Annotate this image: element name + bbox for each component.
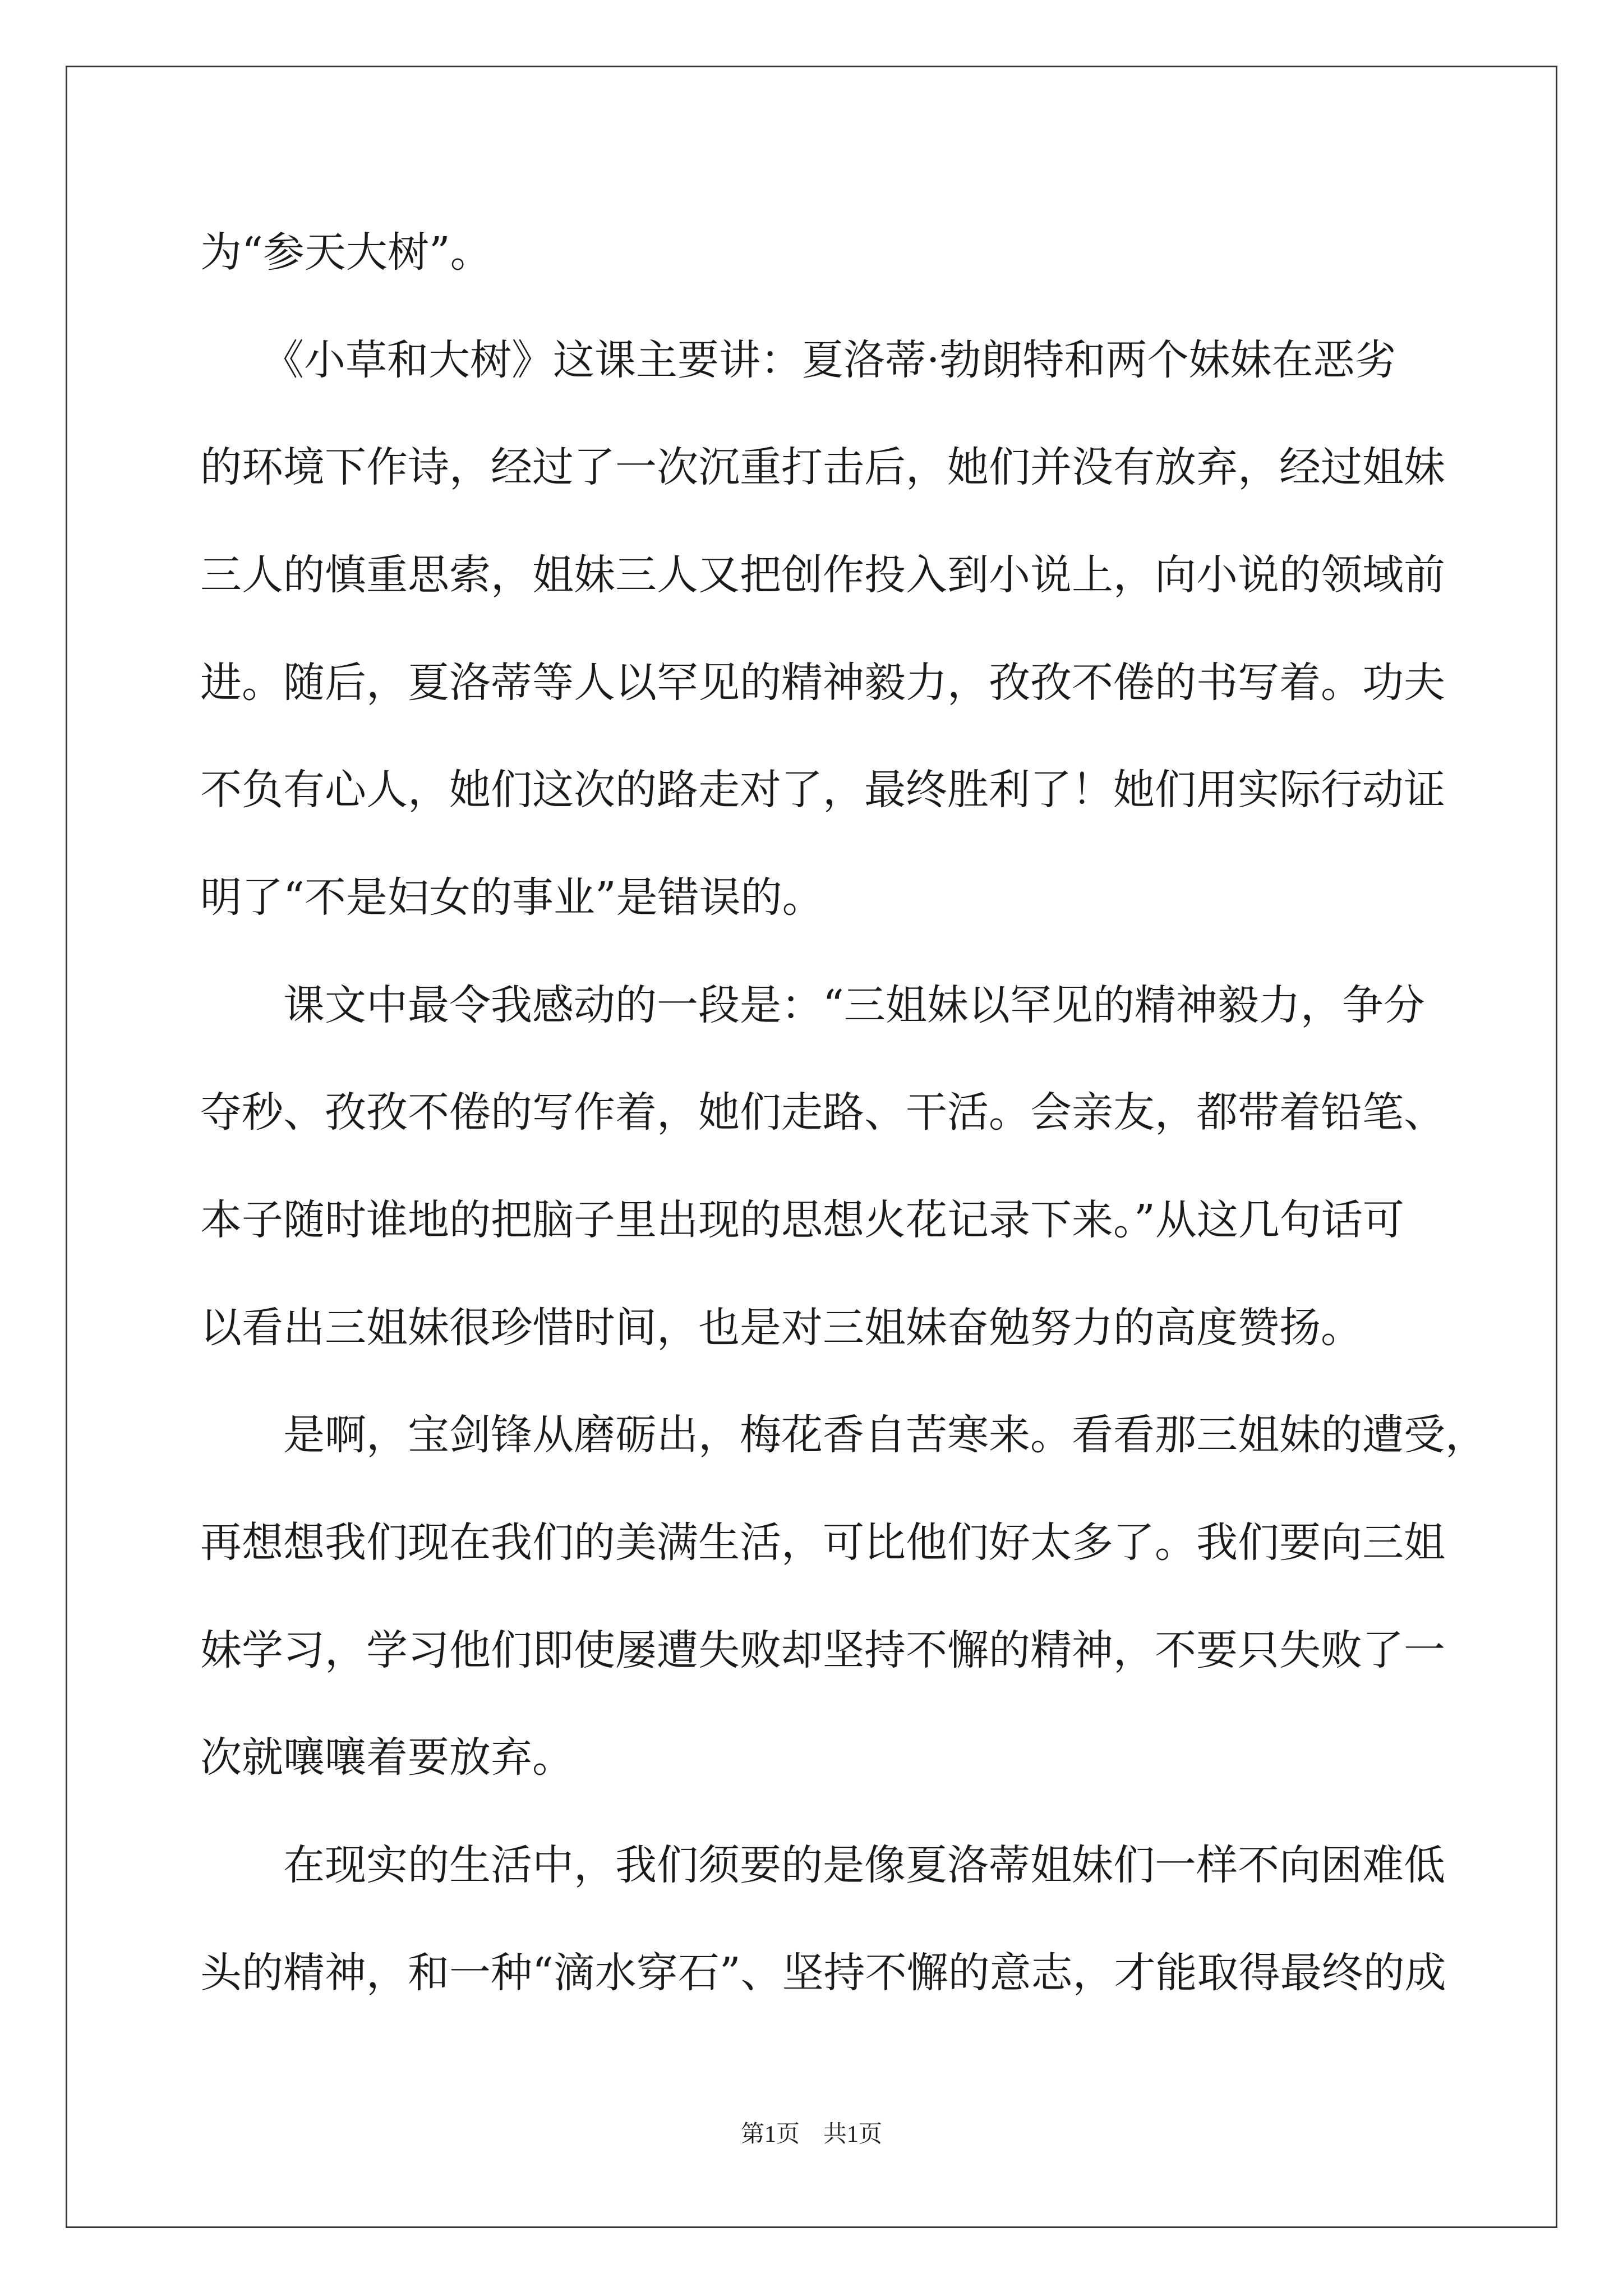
text-line: 次就嚷嚷着要放弃。 (200, 1733, 574, 1782)
text-line: 《小草和大树》这课主要讲：夏洛蒂·勃朗特和两个妹妹在恶劣 (200, 336, 1396, 384)
text-line: 以看出三姐妹很珍惜时间，也是对三姐妹奋勉努力的高度赞扬。 (200, 1304, 1362, 1352)
text-line: 课文中最令我感动的一段是：“三姐妹以罕见的精神毅力，争分 (200, 981, 1425, 1029)
text-line: 妹学习，学习他们即使屡遭失败却坚持不懈的精神，不要只失败了一 (200, 1626, 1445, 1674)
page-number-footer: 第1页 共1页 (740, 2122, 882, 2147)
text-line: 不负有心人，她们这次的路走对了，最终胜利了！她们用实际行动证 (200, 766, 1445, 814)
text-line: 进。随后，夏洛蒂等人以罕见的精神毅力，孜孜不倦的书写着。功夫 (200, 659, 1445, 707)
text-line: 再想想我们现在我们的美满生活，可比他们好太多了。我们要向三姐 (200, 1519, 1445, 1567)
text-line: 头的精神，和一种“滴水穿石”、坚持不懈的意志，才能取得最终的成 (200, 1949, 1446, 1997)
text-line: 明了“不是妇女的事业”是错误的。 (200, 873, 824, 922)
text-line: 三人的慎重思索，姐妹三人又把创作投入到小说上，向小说的领域前 (200, 551, 1445, 599)
text-line: 为“参天大树”。 (200, 228, 492, 277)
page-border (66, 66, 1557, 2228)
text-line: 夺秒、孜孜不倦的写作着，她们走路、干活。会亲友，都带着铅笔、 (200, 1088, 1445, 1137)
text-line: 是啊，宝剑锋从磨砺出，梅花香自苦寒来。看看那三姐妹的遭受， (200, 1411, 1487, 1459)
text-line: 本子随时谁地的把脑子里出现的思想火花记录下来。”从这几句话可 (200, 1196, 1404, 1244)
text-line: 在现实的生活中，我们须要的是像夏洛蒂姐妹们一样不向困难低 (200, 1841, 1445, 1889)
text-line: 的环境下作诗，经过了一次沉重打击后，她们并没有放弃，经过姐妹 (200, 443, 1445, 491)
